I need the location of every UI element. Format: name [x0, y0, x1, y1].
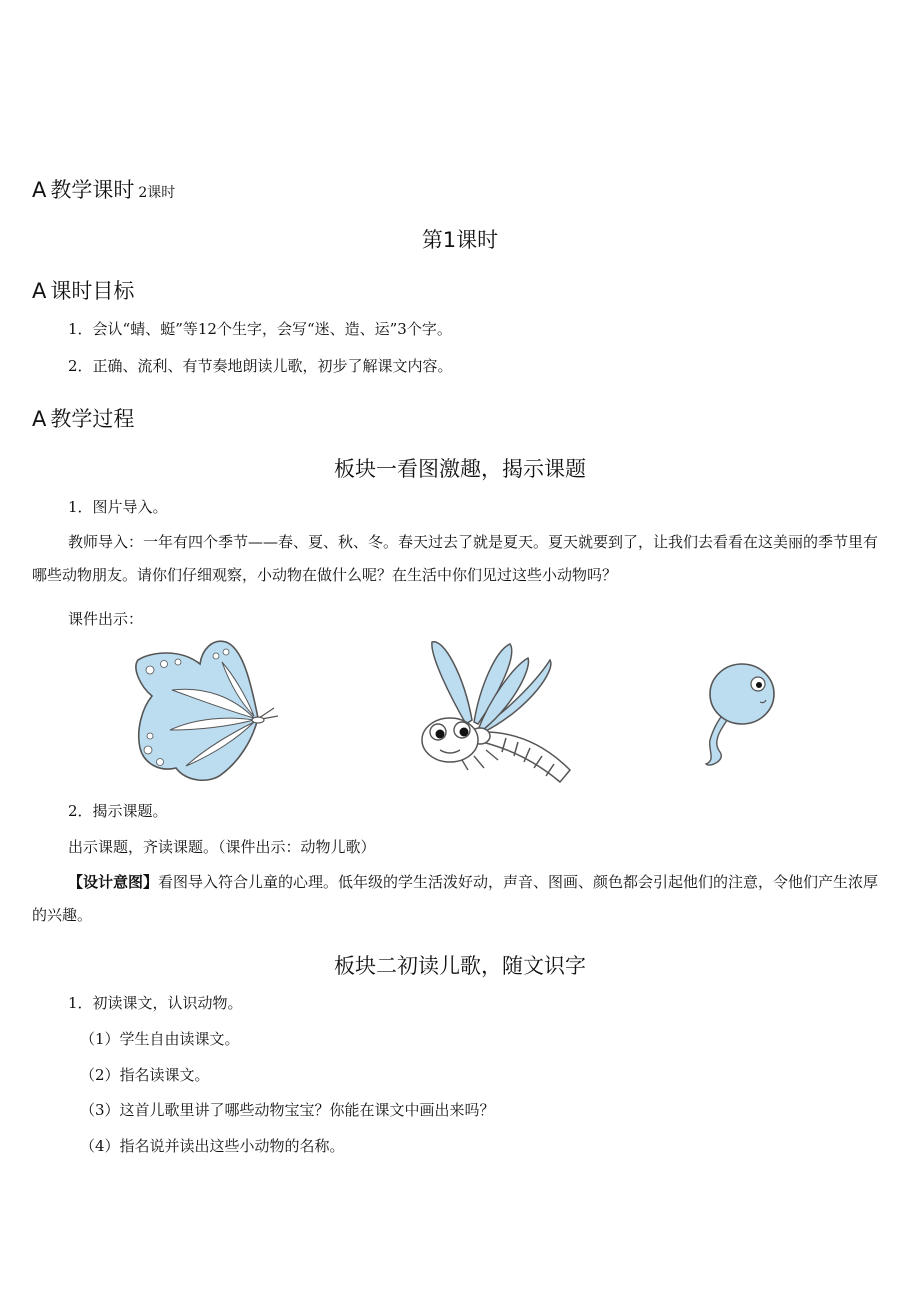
- goal-item-1: 1．会认“蜻、蜓”等12个生字，会写“迷、造、运”3个字。: [68, 320, 452, 338]
- design-intent-text: 看图导入符合儿童的心理。低年级的学生活泼好动，声音、图画、颜色都会引起他们的注意，令他们产生浓厚的兴趣。: [32, 873, 879, 924]
- block2-sub-1: （1）学生自由读课文。: [80, 1030, 240, 1048]
- goals-heading: [32, 275, 134, 305]
- teaching-hours-heading: [32, 174, 175, 204]
- process-heading: [32, 403, 134, 433]
- courseware-label: 课件出示：: [68, 610, 144, 628]
- teaching-hours-count: 2课时: [138, 185, 176, 201]
- design-intent-label: 【设计意图】: [68, 873, 159, 891]
- block2-sub-2: （2）指名读课文。: [80, 1066, 210, 1084]
- butterfly-image: [130, 638, 290, 786]
- design-intent-paragraph: [32, 866, 888, 932]
- block2-title: 板块二初读儿歌，随文识字: [334, 954, 586, 978]
- block1-title: 板块一看图激趣，揭示课题: [334, 457, 586, 481]
- block2-step1: 1．初读课文，认识动物。: [68, 994, 243, 1012]
- lesson-title: 第1课时: [421, 228, 499, 252]
- teaching-hours-label: 教学课时: [50, 178, 135, 202]
- section-marker: A: [32, 178, 47, 202]
- show-title-text: 出示课题，齐读课题。（课件出示：动物儿歌）: [68, 838, 376, 856]
- block1-step2: 2．揭示课题。: [68, 802, 168, 820]
- tadpole-image: [690, 652, 780, 774]
- teacher-intro-paragraph: 教师导入：一年有四个季节——春、夏、秋、冬。春天过去了就是夏天。夏天就要到了，让我们去看看在这美丽的季节里有哪些动物朋友。请你们仔细观察，小动物在做什么呢？在生活中你们见过这些小动物吗？: [32, 533, 879, 584]
- process-title: 教学过程: [50, 407, 135, 431]
- goal-item-2: 2．正确、流利、有节奏地朗读儿歌，初步了解课文内容。: [68, 357, 453, 375]
- dragonfly-image: [410, 636, 580, 788]
- section-marker: A: [32, 279, 47, 303]
- section-marker: A: [32, 407, 47, 431]
- block2-sub-4: （4）指名说并读出这些小动物的名称。: [80, 1137, 345, 1155]
- goals-title: 课时目标: [50, 279, 135, 303]
- block2-sub-3: （3）这首儿歌里讲了哪些动物宝宝？你能在课文中画出来吗？: [80, 1101, 495, 1119]
- block1-step1: 1．图片导入。: [68, 498, 168, 516]
